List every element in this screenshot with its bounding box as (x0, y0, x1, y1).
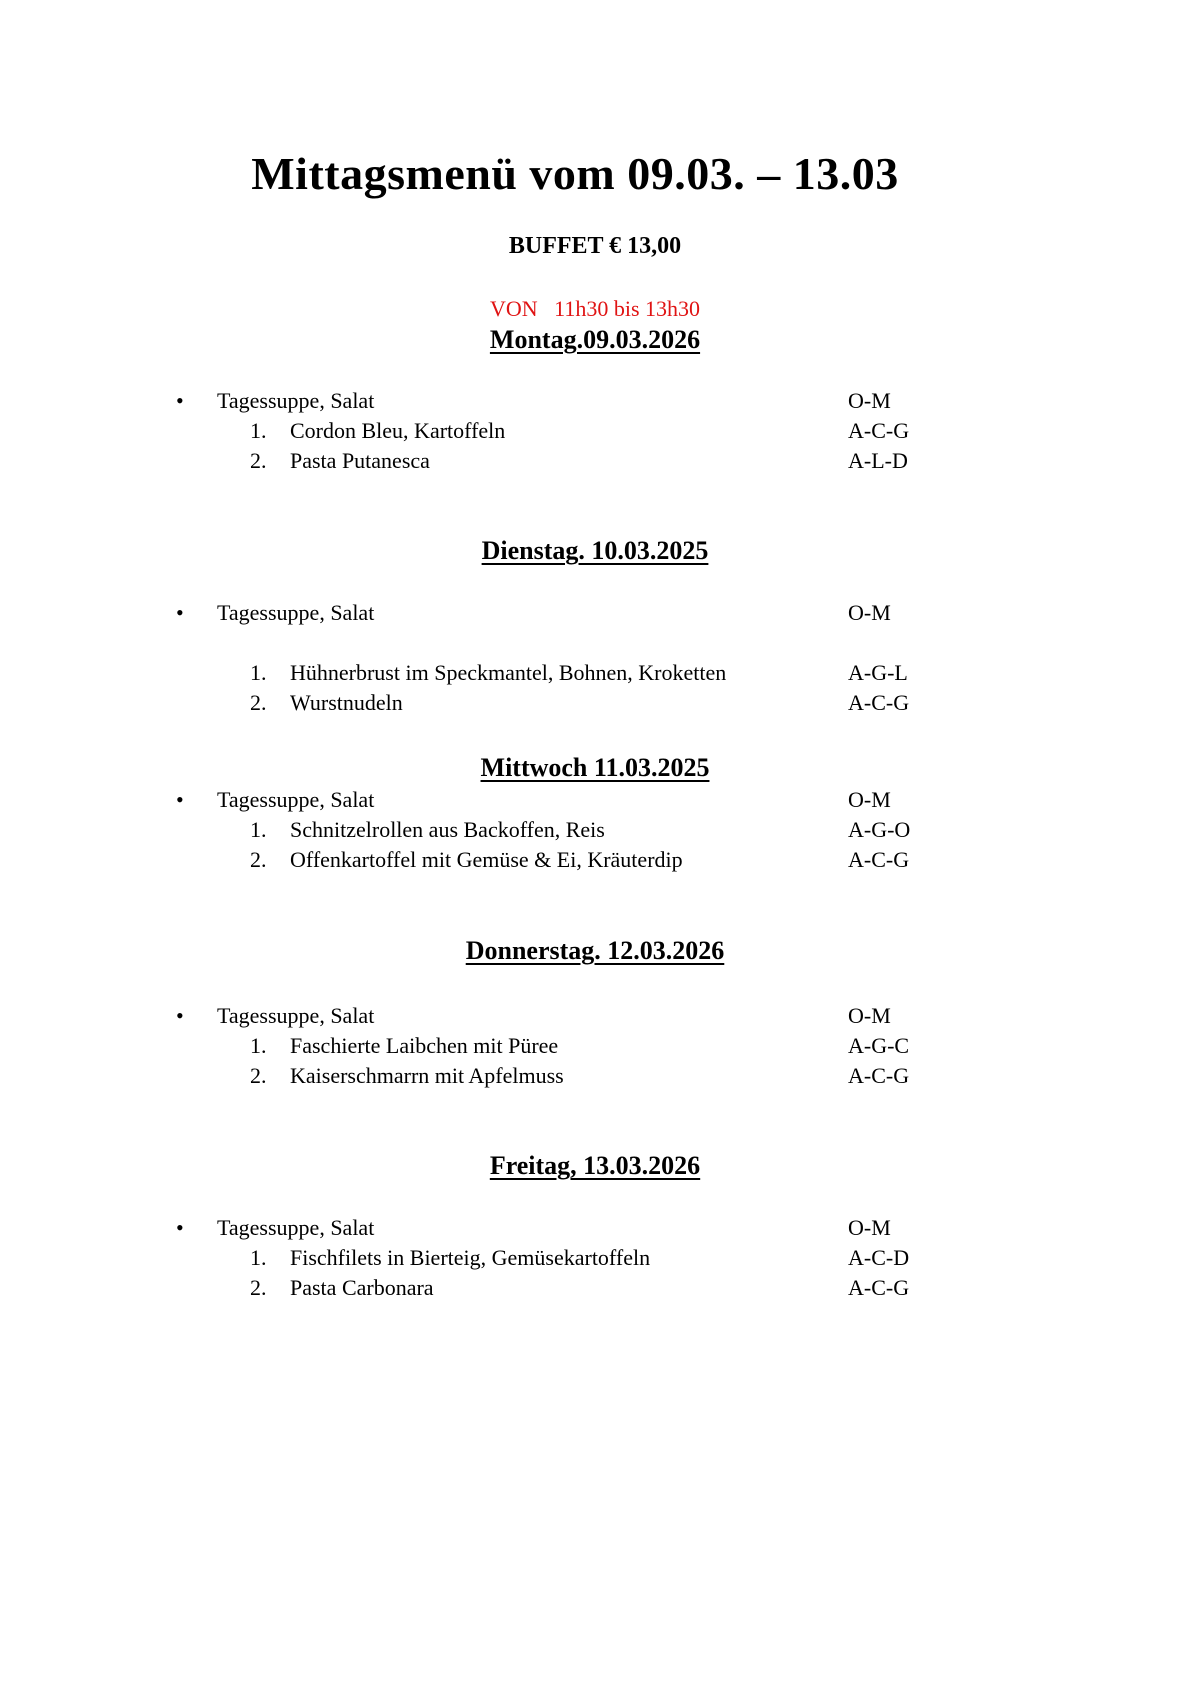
menu-row (0, 1273, 1190, 1303)
allergen-code: O-M (848, 600, 891, 625)
bullet-marker: • (176, 1215, 184, 1240)
number-marker: 2. (250, 448, 267, 473)
menu-row (0, 1031, 1190, 1061)
day-rows (0, 386, 1190, 476)
day-rows (0, 1001, 1190, 1091)
number-marker: 1. (250, 660, 267, 685)
number-marker: 2. (250, 690, 267, 715)
day-section-dienstag (0, 536, 1190, 718)
dish-name: Offenkartoffel mit Gemüse & Ei, Kräuterdip (290, 847, 683, 872)
allergen-code: O-M (848, 1003, 891, 1028)
day-section-montag (0, 325, 1190, 476)
dish-name: Tagessuppe, Salat (217, 1003, 375, 1028)
number-marker: 2. (250, 1275, 267, 1300)
dish-name: Schnitzelrollen aus Backoffen, Reis (290, 817, 605, 842)
dish-name: Tagessuppe, Salat (217, 1215, 375, 1240)
bullet-marker: • (176, 1003, 184, 1028)
menu-row (0, 1213, 1190, 1243)
menu-row (0, 688, 1190, 718)
number-marker: 1. (250, 418, 267, 443)
dish-name: Tagessuppe, Salat (217, 600, 375, 625)
day-rows (0, 598, 1190, 718)
number-marker: 2. (250, 1063, 267, 1088)
dish-name: Tagessuppe, Salat (217, 787, 375, 812)
menu-row (0, 1061, 1190, 1091)
menu-row (0, 1001, 1190, 1031)
dish-name: Pasta Putanesca (290, 448, 430, 473)
allergen-code: A-G-O (848, 817, 911, 842)
bullet-marker: • (176, 388, 184, 413)
allergen-code: A-L-D (848, 448, 908, 473)
day-section-mittwoch (0, 753, 1190, 875)
number-marker: 1. (250, 1245, 267, 1270)
menu-row (0, 815, 1190, 845)
allergen-code: A-C-G (848, 418, 910, 443)
dish-name: Faschierte Laibchen mit Püree (290, 1033, 559, 1058)
day-section-donnerstag (0, 936, 1190, 1091)
menu-row (0, 1243, 1190, 1273)
menu-row (0, 785, 1190, 815)
buffet-price-line: BUFFET € 13,00 (508, 233, 682, 259)
menu-row (0, 446, 1190, 476)
allergen-code: O-M (848, 1215, 891, 1240)
serving-hours-line: VON 11h30 bis 13h30 (489, 296, 701, 321)
allergen-code: A-C-G (848, 847, 910, 872)
day-heading: Dienstag. 10.03.2025 (481, 536, 709, 565)
day-heading: Mittwoch 11.03.2025 (480, 753, 710, 782)
allergen-code: A-C-D (848, 1245, 910, 1270)
day-section-freitag (0, 1151, 1190, 1303)
dish-name: Tagessuppe, Salat (217, 388, 375, 413)
allergen-code: A-G-C (848, 1033, 910, 1058)
menu-row (0, 416, 1190, 446)
allergen-code: A-C-G (848, 690, 910, 715)
allergen-code: A-C-G (848, 1063, 910, 1088)
allergen-code: O-M (848, 388, 891, 413)
dish-name: Kaiserschmarrn mit Apfelmuss (290, 1063, 564, 1088)
dish-name: Cordon Bleu, Kartoffeln (290, 418, 506, 443)
dish-name: Wurstnudeln (290, 690, 403, 715)
dish-name: Hühnerbrust im Speckmantel, Bohnen, Kroketten (290, 660, 727, 685)
number-marker: 1. (250, 1033, 267, 1058)
bullet-marker: • (176, 600, 184, 625)
menu-row (0, 845, 1190, 875)
allergen-code: O-M (848, 787, 891, 812)
menu-row (0, 658, 1190, 688)
day-heading: Freitag, 13.03.2026 (489, 1151, 701, 1180)
page-title: Mittagsmenü vom 09.03. – 13.03 (251, 148, 899, 199)
dish-name: Pasta Carbonara (290, 1275, 434, 1300)
allergen-code: A-G-L (848, 660, 908, 685)
allergen-code: A-C-G (848, 1275, 910, 1300)
number-marker: 2. (250, 847, 267, 872)
number-marker: 1. (250, 817, 267, 842)
menu-row (0, 598, 1190, 628)
dish-name: Fischfilets in Bierteig, Gemüsekartoffeln (290, 1245, 651, 1270)
menu-row (0, 386, 1190, 416)
day-heading: Montag.09.03.2026 (489, 325, 701, 354)
day-heading: Donnerstag. 12.03.2026 (465, 936, 725, 965)
day-rows (0, 785, 1190, 875)
bullet-marker: • (176, 787, 184, 812)
day-rows (0, 1213, 1190, 1303)
